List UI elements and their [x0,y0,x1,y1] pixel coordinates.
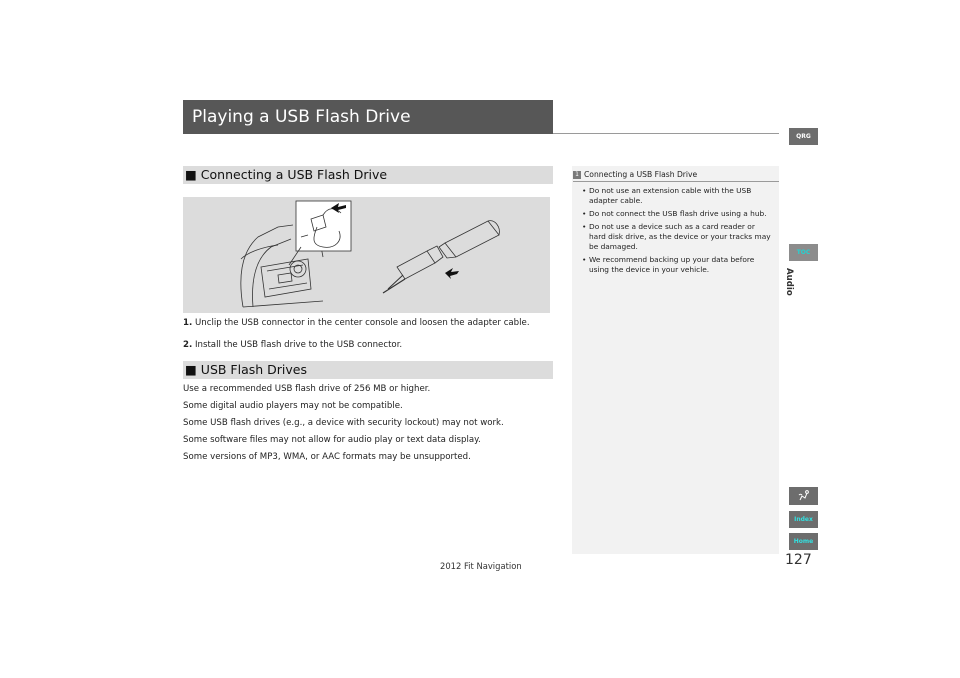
sidebar-bullet: • Do not use an extension cable with the USB adapter cable. [582,186,752,205]
paragraph-1: Use a recommended USB flash drive of 256 MB or higher. [183,384,431,394]
sidebar-bullet-text: Do not connect the USB flash drive using a hub. [589,209,767,218]
step-2-text: Install the USB flash drive to the USB connector. [194,340,403,350]
paragraph-4: Some software files may not allow for audio play or text data display. [183,435,481,445]
title-rule [553,133,779,134]
sidebar-bullet: • We recommend backing up your data before using the device in your vehicle. [582,255,755,274]
step-1-number: 1. [183,318,193,328]
step-2 [183,340,402,350]
section-heading-connecting-text: Connecting a USB Flash Drive [200,167,388,182]
step-1-text: Unclip the USB connector in the center console and loosen the adapter cable. [194,318,530,328]
sidebar-note-list [582,186,772,278]
section-heading-usb-flash-drives-text: USB Flash Drives [200,362,307,377]
voice-command-tab[interactable] [789,487,818,505]
sidebar-note-heading-text: Connecting a USB Flash Drive [584,170,698,179]
sidebar-bullet: • Do not connect the USB flash drive using a hub. [582,209,767,218]
voice-command-icon [797,489,811,503]
index-tab[interactable]: Index [789,511,818,528]
page-title: Playing a USB Flash Drive [183,100,553,134]
home-tab[interactable]: Home [789,533,818,550]
sidebar-note-heading [573,168,779,182]
paragraph-3: Some USB flash drives (e.g., a device with security lockout) may not work. [183,418,504,428]
sidebar-note-number: 1 [573,171,581,179]
paragraph-5: Some versions of MP3, WMA, or AAC formats may be unsupported. [183,452,471,462]
section-side-label: Audio [784,268,794,296]
section-heading-usb-flash-drives: ■ USB Flash Drives [183,361,553,379]
usb-connection-illustration [183,197,550,313]
sidebar-bullet-text: Do not use an extension cable with the USB adapter cable. [589,186,752,205]
page-number: 127 [785,552,812,568]
qrg-tab[interactable]: QRG [789,128,818,145]
toc-tab[interactable]: TOC [789,244,818,261]
sidebar-bullet-text: We recommend backing up your data before using the device in your vehicle. [589,255,755,274]
paragraph-2: Some digital audio players may not be compatible. [183,401,403,411]
usb-illustration-svg [183,197,550,313]
section-heading-connecting: ■ Connecting a USB Flash Drive [183,166,553,184]
sidebar-bullet: • Do not use a device such as a card reader or hard disk drive, as the device or your tracks may be damaged. [582,222,771,251]
sidebar-bullet-text: Do not use a device such as a card reader or hard disk drive, as the device or your tracks may be damaged. [589,222,771,251]
step-2-number: 2. [183,340,193,350]
page-footer: 2012 Fit Navigation [440,561,522,571]
step-1 [183,318,530,328]
